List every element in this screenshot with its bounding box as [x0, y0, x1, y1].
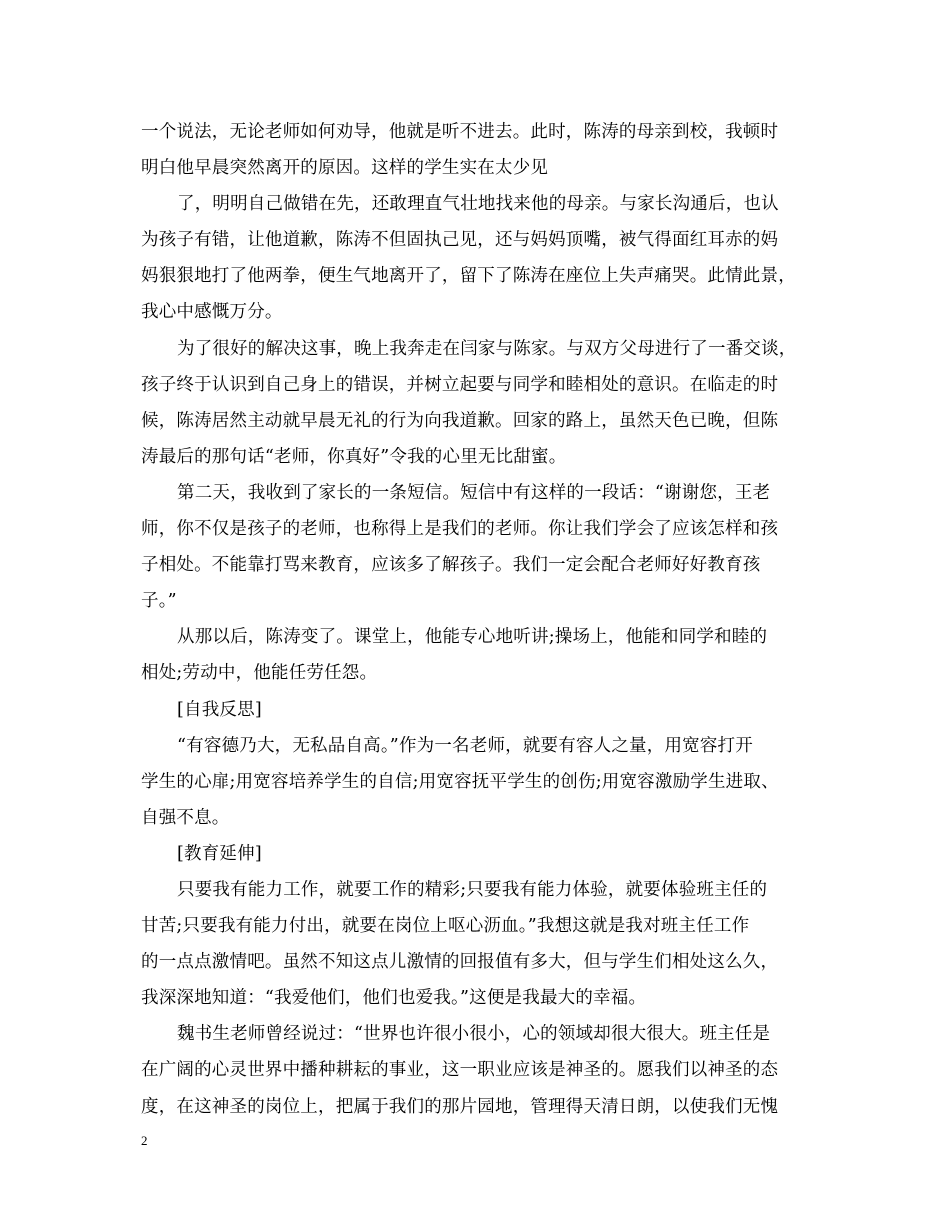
text-line: 涛最后的那句话“老师，你真好”令我的心里无比甜蜜。: [141, 446, 567, 467]
text-line: 明白他早晨突然离开的原因。这样的学生实在太少见: [141, 158, 549, 179]
text-line: 学生的心扉;用宽容培养学生的自信;用宽容抚平学生的创伤;用宽容激励学生进取、: [141, 771, 779, 792]
text-line: 师，你不仅是孩子的老师，也称得上是我们的老师。你让我们学会了应该怎样和孩: [141, 519, 779, 540]
text-line: 魏书生老师曾经说过：“世界也许很小很小，心的领域却很大很大。班主任是: [177, 1024, 771, 1045]
text-line: 自强不息。: [141, 807, 230, 828]
text-line: 为了很好的解决这事，晚上我奔走在闫家与陈家。与双方父母进行了一番交谈，: [177, 338, 797, 359]
text-line: 我心中感慨万分。: [141, 302, 283, 323]
text-line: [自我反思]: [177, 699, 262, 720]
text-line: 的一点点激情吧。虽然不知这点儿激情的回报值有多大，但与学生们相处这么久，: [141, 952, 779, 973]
document-body: [141, 114, 811, 1125]
text-line: 子。”: [141, 591, 177, 612]
text-line: [教育延伸]: [177, 843, 262, 864]
text-line: 度，在这神圣的岗位上，把属于我们的那片园地，管理得天清日朗，以使我们无愧: [141, 1096, 779, 1117]
text-line: 候，陈涛居然主动就早晨无礼的行为向我道歉。回家的路上，虽然天色已晚，但陈: [141, 410, 779, 431]
text-line: 只要我有能力工作，就要工作的精彩;只要我有能力体验，就要体验班主任的: [177, 879, 768, 900]
text-line: 为孩子有错，让他道歉，陈涛不但固执己见，还与妈妈顶嘴，被气得面红耳赤的妈: [141, 230, 779, 251]
text-line: 相处;劳动中，他能任劳任怨。: [141, 663, 378, 684]
text-line: 了，明明自己做错在先，还敢理直气壮地找来他的母亲。与家长沟通后，也认: [177, 194, 779, 215]
text-line: 孩子终于认识到自己身上的错误，并树立起要与同学和睦相处的意识。在临走的时: [141, 374, 779, 395]
page-number: 2: [141, 1133, 148, 1148]
text-line: 一个说法，无论老师如何劝导，他就是听不进去。此时，陈涛的母亲到校，我顿时: [141, 122, 779, 142]
text-line: 在广阔的心灵世界中播种耕耘的事业，这一职业应该是神圣的。愿我们以神圣的态: [141, 1060, 779, 1081]
text-line: “有容德乃大，无私品自高。”作为一名老师，就要有容人之量，用宽容打开: [177, 735, 753, 756]
text-line: 我深深地知道：“我爱他们，他们也爱我。”这便是我最大的幸福。: [141, 988, 647, 1009]
text-line: 妈狠狠地打了他两拳，便生气地离开了，留下了陈涛在座位上失声痛哭。此情此景，: [141, 266, 796, 287]
text-line: 子相处。不能靠打骂来教育，应该多了解孩子。我们一定会配合老师好好教育孩: [141, 555, 761, 576]
text-line: 第二天，我收到了家长的一条短信。短信中有这样的一段话：“谢谢您，王老: [177, 482, 771, 503]
text-line: 甘苦;只要我有能力付出，就要在岗位上呕心沥血。”我想这就是我对班主任工作: [141, 916, 750, 937]
text-line: 从那以后，陈涛变了。课堂上，他能专心地听讲;操场上，他能和同学和睦的: [177, 627, 768, 648]
